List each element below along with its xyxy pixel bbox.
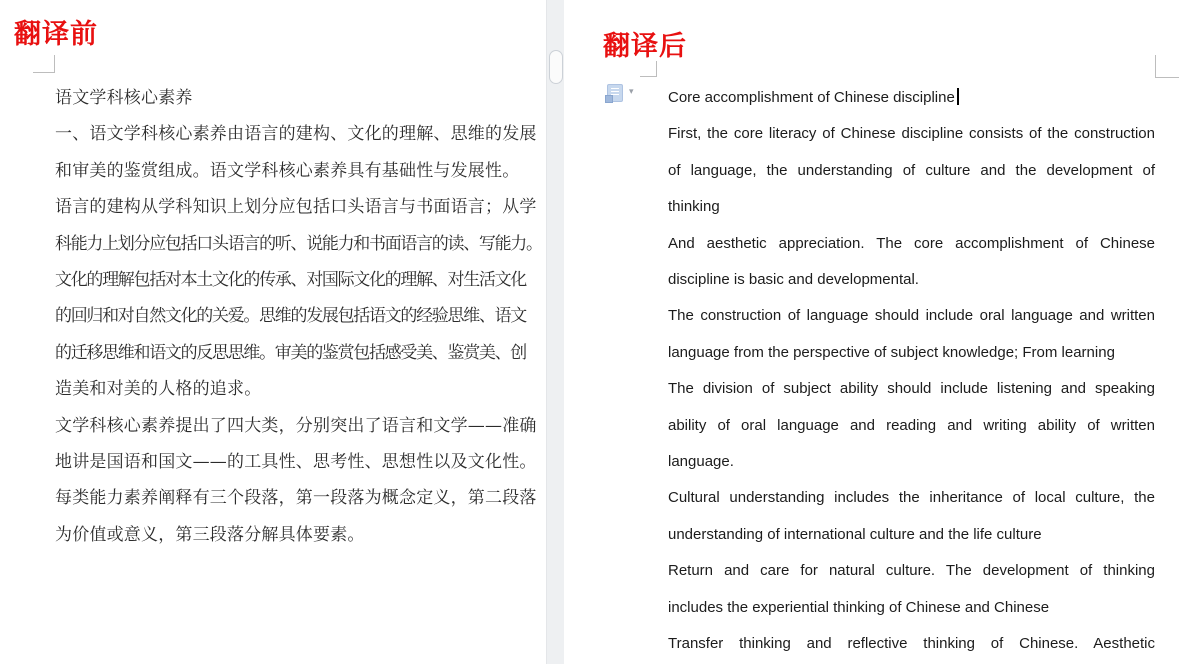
text-line: 地讲是国语和国文——的工具性、思考性、思想性以及文化性。 [55, 452, 537, 473]
text-line: 文学科核心素养提出了四大类，分别突出了语言和文学——准确 [55, 415, 537, 436]
text-line: 语言的建构从学科知识上划分应包括口头语言与书面语言；从学 [55, 197, 537, 218]
text-line: 一、语文学科核心素养由语言的建构、文化的理解、思维的发展 [55, 124, 537, 145]
text-line: 文化的理解包括对本土文化的传承、对国际文化的理解、对生活文化 [55, 270, 526, 291]
before-translation-label: 翻译前 [14, 19, 98, 50]
text-line: Transfer thinking and reflective thinking of Chinese. Aesthetic [668, 635, 1155, 653]
text-line: language from the perspective of subject knowledge; From learning [668, 343, 1115, 361]
text-line: Core accomplishment of Chinese discipline [668, 80, 1155, 116]
text-line: 科能力上划分应包括口头语言的听、说能力和书面语言的读、写能力。 [55, 233, 542, 254]
text-cursor [957, 88, 959, 105]
paste-options-icon [607, 84, 623, 102]
text-line: 为价值或意义，第三段落分解具体要素。 [55, 524, 365, 545]
text-line: includes the experiential thinking of Chinese and Chinese [668, 598, 1050, 616]
text-line: discipline is basic and developmental. [668, 271, 919, 289]
text-line: 语文学科核心素养 [55, 88, 193, 108]
text-line: The construction of language should include oral language and written [668, 307, 1155, 325]
after-translation-label: 翻译后 [603, 31, 687, 62]
text-line: And aesthetic appreciation. The core accomplishment of Chinese [668, 234, 1155, 252]
page-margin-corner-mark [640, 61, 657, 77]
text-line: ability of oral language and reading and writing ability of written [668, 416, 1155, 434]
text-line: The division of subject ability should include listening and speaking [668, 380, 1155, 398]
english-document-text-area[interactable] [668, 80, 1155, 663]
page-margin-corner-mark [1155, 55, 1179, 78]
text-line: Return and care for natural culture. The development of thinking [668, 562, 1155, 580]
text-line: of language, the understanding of culture and the development of [668, 161, 1155, 179]
text-line: 造美和对美的人格的追求。 [55, 379, 262, 400]
text-line: language. [668, 453, 734, 471]
chinese-document-text-area[interactable] [55, 80, 547, 553]
text-line: 每类能力素养阐释有三个段落，第一段落为概念定义，第二段落 [55, 488, 537, 509]
paste-options-button[interactable] [605, 84, 641, 104]
text-line: Cultural understanding includes the inheritance of local culture, the [668, 489, 1155, 507]
text-line: 的迁移思维和语文的反思思维。审美的鉴赏包括感受美、鉴赏美、创 [55, 342, 526, 363]
text-line: 的回归和对自然文化的关爱。思维的发展包括语文的经验思维、语文 [55, 306, 526, 327]
text-line: understanding of international culture and the life culture [668, 525, 1042, 543]
vertical-scrollbar[interactable] [546, 0, 564, 664]
text-line: First, the core literacy of Chinese discipline consists of the construction [668, 125, 1155, 143]
scrollbar-thumb[interactable] [549, 50, 563, 84]
chevron-down-icon: ▾ [629, 87, 634, 97]
text-line: thinking [668, 198, 720, 216]
page-margin-corner-mark [33, 55, 55, 73]
text-line: 和审美的鉴赏组成。语文学科核心素养具有基础性与发展性。 [55, 160, 520, 181]
